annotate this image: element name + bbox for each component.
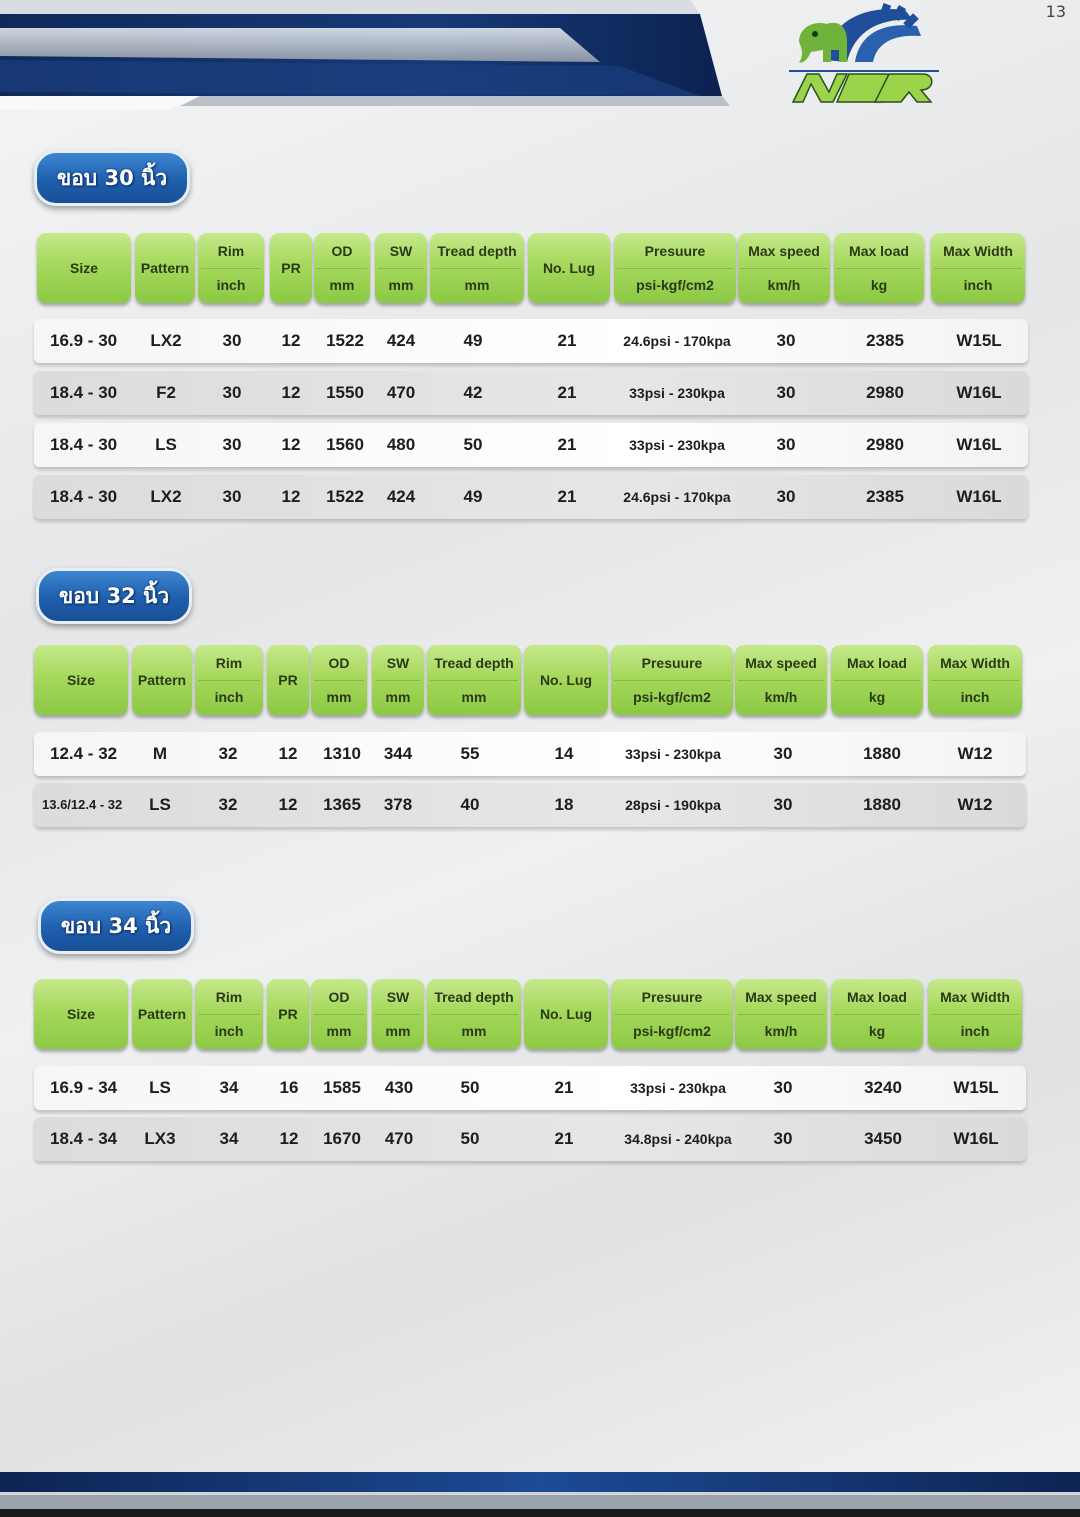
column-header: Max load kg <box>831 645 923 715</box>
table-cell: 378 <box>383 795 413 814</box>
table-cell: 1365 <box>323 795 361 814</box>
table-cell: 24.6psi - 170kpa <box>623 333 731 349</box>
column-header: Rim inch <box>195 645 263 715</box>
table-cell: 430 <box>384 1078 414 1097</box>
table-cell: 30 <box>222 487 242 506</box>
column-header: No. Lug <box>528 233 610 303</box>
column-header: PR <box>267 645 309 715</box>
column-header: Size <box>37 233 131 303</box>
column-header: Pattern <box>132 645 192 715</box>
footer-banner-graphic <box>0 1472 1080 1517</box>
column-header: OD mm <box>311 645 367 715</box>
column-header: SW mm <box>375 233 427 303</box>
header-banner-graphic <box>0 0 760 110</box>
column-header: Tread depth mm <box>427 979 521 1049</box>
table-cell: 32 <box>218 744 238 763</box>
table-cell: 30 <box>776 331 796 350</box>
section-title-rim-30: ขอบ 30 นิ้ว <box>34 150 190 206</box>
column-header: SW mm <box>372 645 424 715</box>
table-cell: 21 <box>554 1129 574 1148</box>
table-cell: 30 <box>773 1129 793 1148</box>
table-cell: 16 <box>279 1078 299 1097</box>
table-cell: 12 <box>281 331 301 350</box>
column-header: OD mm <box>314 233 370 303</box>
table-cell: 42 <box>463 383 483 402</box>
table-cell: 49 <box>463 331 483 350</box>
column-header: Size <box>34 645 128 715</box>
table-cell: W16L <box>956 435 1002 454</box>
table-cell: 12.4 - 32 <box>50 744 118 763</box>
table-cell: F2 <box>156 383 176 402</box>
table-cell: 344 <box>383 744 413 763</box>
ndr-logo <box>785 0 945 115</box>
table-cell: 34 <box>219 1078 239 1097</box>
table-cell: LS <box>155 435 177 454</box>
column-header: Rim inch <box>198 233 264 303</box>
table-cell: 1880 <box>863 744 901 763</box>
table-cell: 50 <box>463 435 483 454</box>
column-header: PR <box>267 979 309 1049</box>
column-header: Presuure psi-kgf/cm2 <box>614 233 736 303</box>
column-header: No. Lug <box>524 645 608 715</box>
table-cell: 1310 <box>323 744 361 763</box>
table-cell: 1670 <box>323 1129 361 1148</box>
table-cell: 12 <box>278 744 298 763</box>
table-cell: 24.6psi - 170kpa <box>623 489 731 505</box>
table-cell: 28psi - 190kpa <box>625 797 721 813</box>
column-header: Max speed km/h <box>738 233 830 303</box>
column-header: Max Width inch <box>928 979 1022 1049</box>
table-cell: 16.9 - 34 <box>50 1078 118 1097</box>
table-cell: 2980 <box>866 383 904 402</box>
table-cell: 34 <box>219 1129 239 1148</box>
table-cell: 470 <box>386 383 416 402</box>
section-title-rim-32: ขอบ 32 นิ้ว <box>36 568 192 624</box>
table-cell: 40 <box>460 795 480 814</box>
table-row <box>34 475 1028 519</box>
table-cell: 21 <box>557 435 577 454</box>
column-header: Max load kg <box>831 979 923 1049</box>
table-cell: 2385 <box>866 331 904 350</box>
column-header: Presuure psi-kgf/cm2 <box>611 645 733 715</box>
table-cell: 1550 <box>326 383 364 402</box>
table-cell: 21 <box>557 383 577 402</box>
table-cell: 50 <box>460 1078 480 1097</box>
table-cell: W16L <box>956 383 1002 402</box>
table-row <box>34 1066 1026 1110</box>
table-cell: 1585 <box>323 1078 361 1097</box>
table-row <box>34 783 1026 827</box>
table-cell: W16L <box>956 487 1002 506</box>
table-cell: 1522 <box>326 487 364 506</box>
table-cell: 21 <box>557 331 577 350</box>
table-row <box>34 319 1028 363</box>
table-cell: 18 <box>554 795 574 814</box>
table-cell: W12 <box>957 744 993 763</box>
table-cell: 2980 <box>866 435 904 454</box>
table-cell: LX2 <box>150 487 182 506</box>
column-header: Max load kg <box>834 233 924 303</box>
table-cell: 2385 <box>866 487 904 506</box>
table-cell: 30 <box>773 1078 793 1097</box>
table-cell: 21 <box>557 487 577 506</box>
table-cell: 16.9 - 30 <box>50 331 118 350</box>
column-header: Max speed km/h <box>735 645 827 715</box>
table-cell: 1560 <box>326 435 364 454</box>
table-cell: LS <box>149 1078 171 1097</box>
table-cell: 49 <box>463 487 483 506</box>
table-cell: 12 <box>279 1129 299 1148</box>
column-header: PR <box>270 233 312 303</box>
table-cell: 480 <box>386 435 416 454</box>
column-header: Max Width inch <box>931 233 1025 303</box>
column-header: OD mm <box>311 979 367 1049</box>
table-cell: 13.6/12.4 - 32 <box>42 797 123 812</box>
table-cell: 33psi - 230kpa <box>629 385 725 401</box>
table-cell: W15L <box>956 331 1002 350</box>
table-cell: 30 <box>776 487 796 506</box>
column-header: Pattern <box>135 233 195 303</box>
table-cell: 18.4 - 34 <box>50 1129 118 1148</box>
column-header: No. Lug <box>524 979 608 1049</box>
column-header: Max Width inch <box>928 645 1022 715</box>
table-cell: 30 <box>776 383 796 402</box>
column-header: Max speed km/h <box>735 979 827 1049</box>
table-cell: W16L <box>953 1129 999 1148</box>
table-cell: 30 <box>222 435 242 454</box>
table-cell: 3450 <box>864 1129 902 1148</box>
table-cell: W12 <box>957 795 993 814</box>
table-cell: 12 <box>281 487 301 506</box>
table-cell: 18.4 - 30 <box>50 435 118 454</box>
column-header: Rim inch <box>195 979 263 1049</box>
table-cell: 3240 <box>864 1078 902 1097</box>
table-cell: 33psi - 230kpa <box>625 746 721 762</box>
table-cell: 12 <box>281 435 301 454</box>
table-row <box>34 732 1026 776</box>
table-row <box>34 1117 1026 1161</box>
column-header: SW mm <box>372 979 424 1049</box>
table-row <box>34 423 1028 467</box>
table-cell: LS <box>149 795 171 814</box>
column-header: Pattern <box>132 979 192 1049</box>
page-number: 13 <box>1045 2 1066 21</box>
table-cell: 1880 <box>863 795 901 814</box>
table-cell: 34.8psi - 240kpa <box>624 1131 732 1147</box>
column-header: Presuure psi-kgf/cm2 <box>611 979 733 1049</box>
table-cell: 30 <box>776 435 796 454</box>
table-cell: 50 <box>460 1129 480 1148</box>
table-cell: LX3 <box>144 1129 176 1148</box>
section-title-rim-34: ขอบ 34 นิ้ว <box>38 898 194 954</box>
column-header: Tread depth mm <box>430 233 524 303</box>
table-cell: 30 <box>773 744 793 763</box>
table-cell: 30 <box>773 795 793 814</box>
table-cell: 424 <box>386 331 416 350</box>
table-cell: 14 <box>554 744 574 763</box>
table-cell: 33psi - 230kpa <box>630 1080 726 1096</box>
table-cell: 30 <box>222 331 242 350</box>
table-cell: 1522 <box>326 331 364 350</box>
table-cell: 30 <box>222 383 242 402</box>
table-cell: 18.4 - 30 <box>50 383 118 402</box>
table-cell: 32 <box>218 795 238 814</box>
table-cell: 12 <box>281 383 301 402</box>
table-cell: M <box>152 744 168 763</box>
table-cell: 18.4 - 30 <box>50 487 118 506</box>
table-cell: W15L <box>953 1078 999 1097</box>
table-cell: 21 <box>554 1078 574 1097</box>
table-cell: 55 <box>460 744 480 763</box>
table-row <box>34 371 1028 415</box>
table-cell: 12 <box>278 795 298 814</box>
table-cell: LX2 <box>150 331 182 350</box>
table-cell: 33psi - 230kpa <box>629 437 725 453</box>
table-cell: 470 <box>384 1129 414 1148</box>
column-header: Tread depth mm <box>427 645 521 715</box>
column-header: Size <box>34 979 128 1049</box>
table-cell: 424 <box>386 487 416 506</box>
